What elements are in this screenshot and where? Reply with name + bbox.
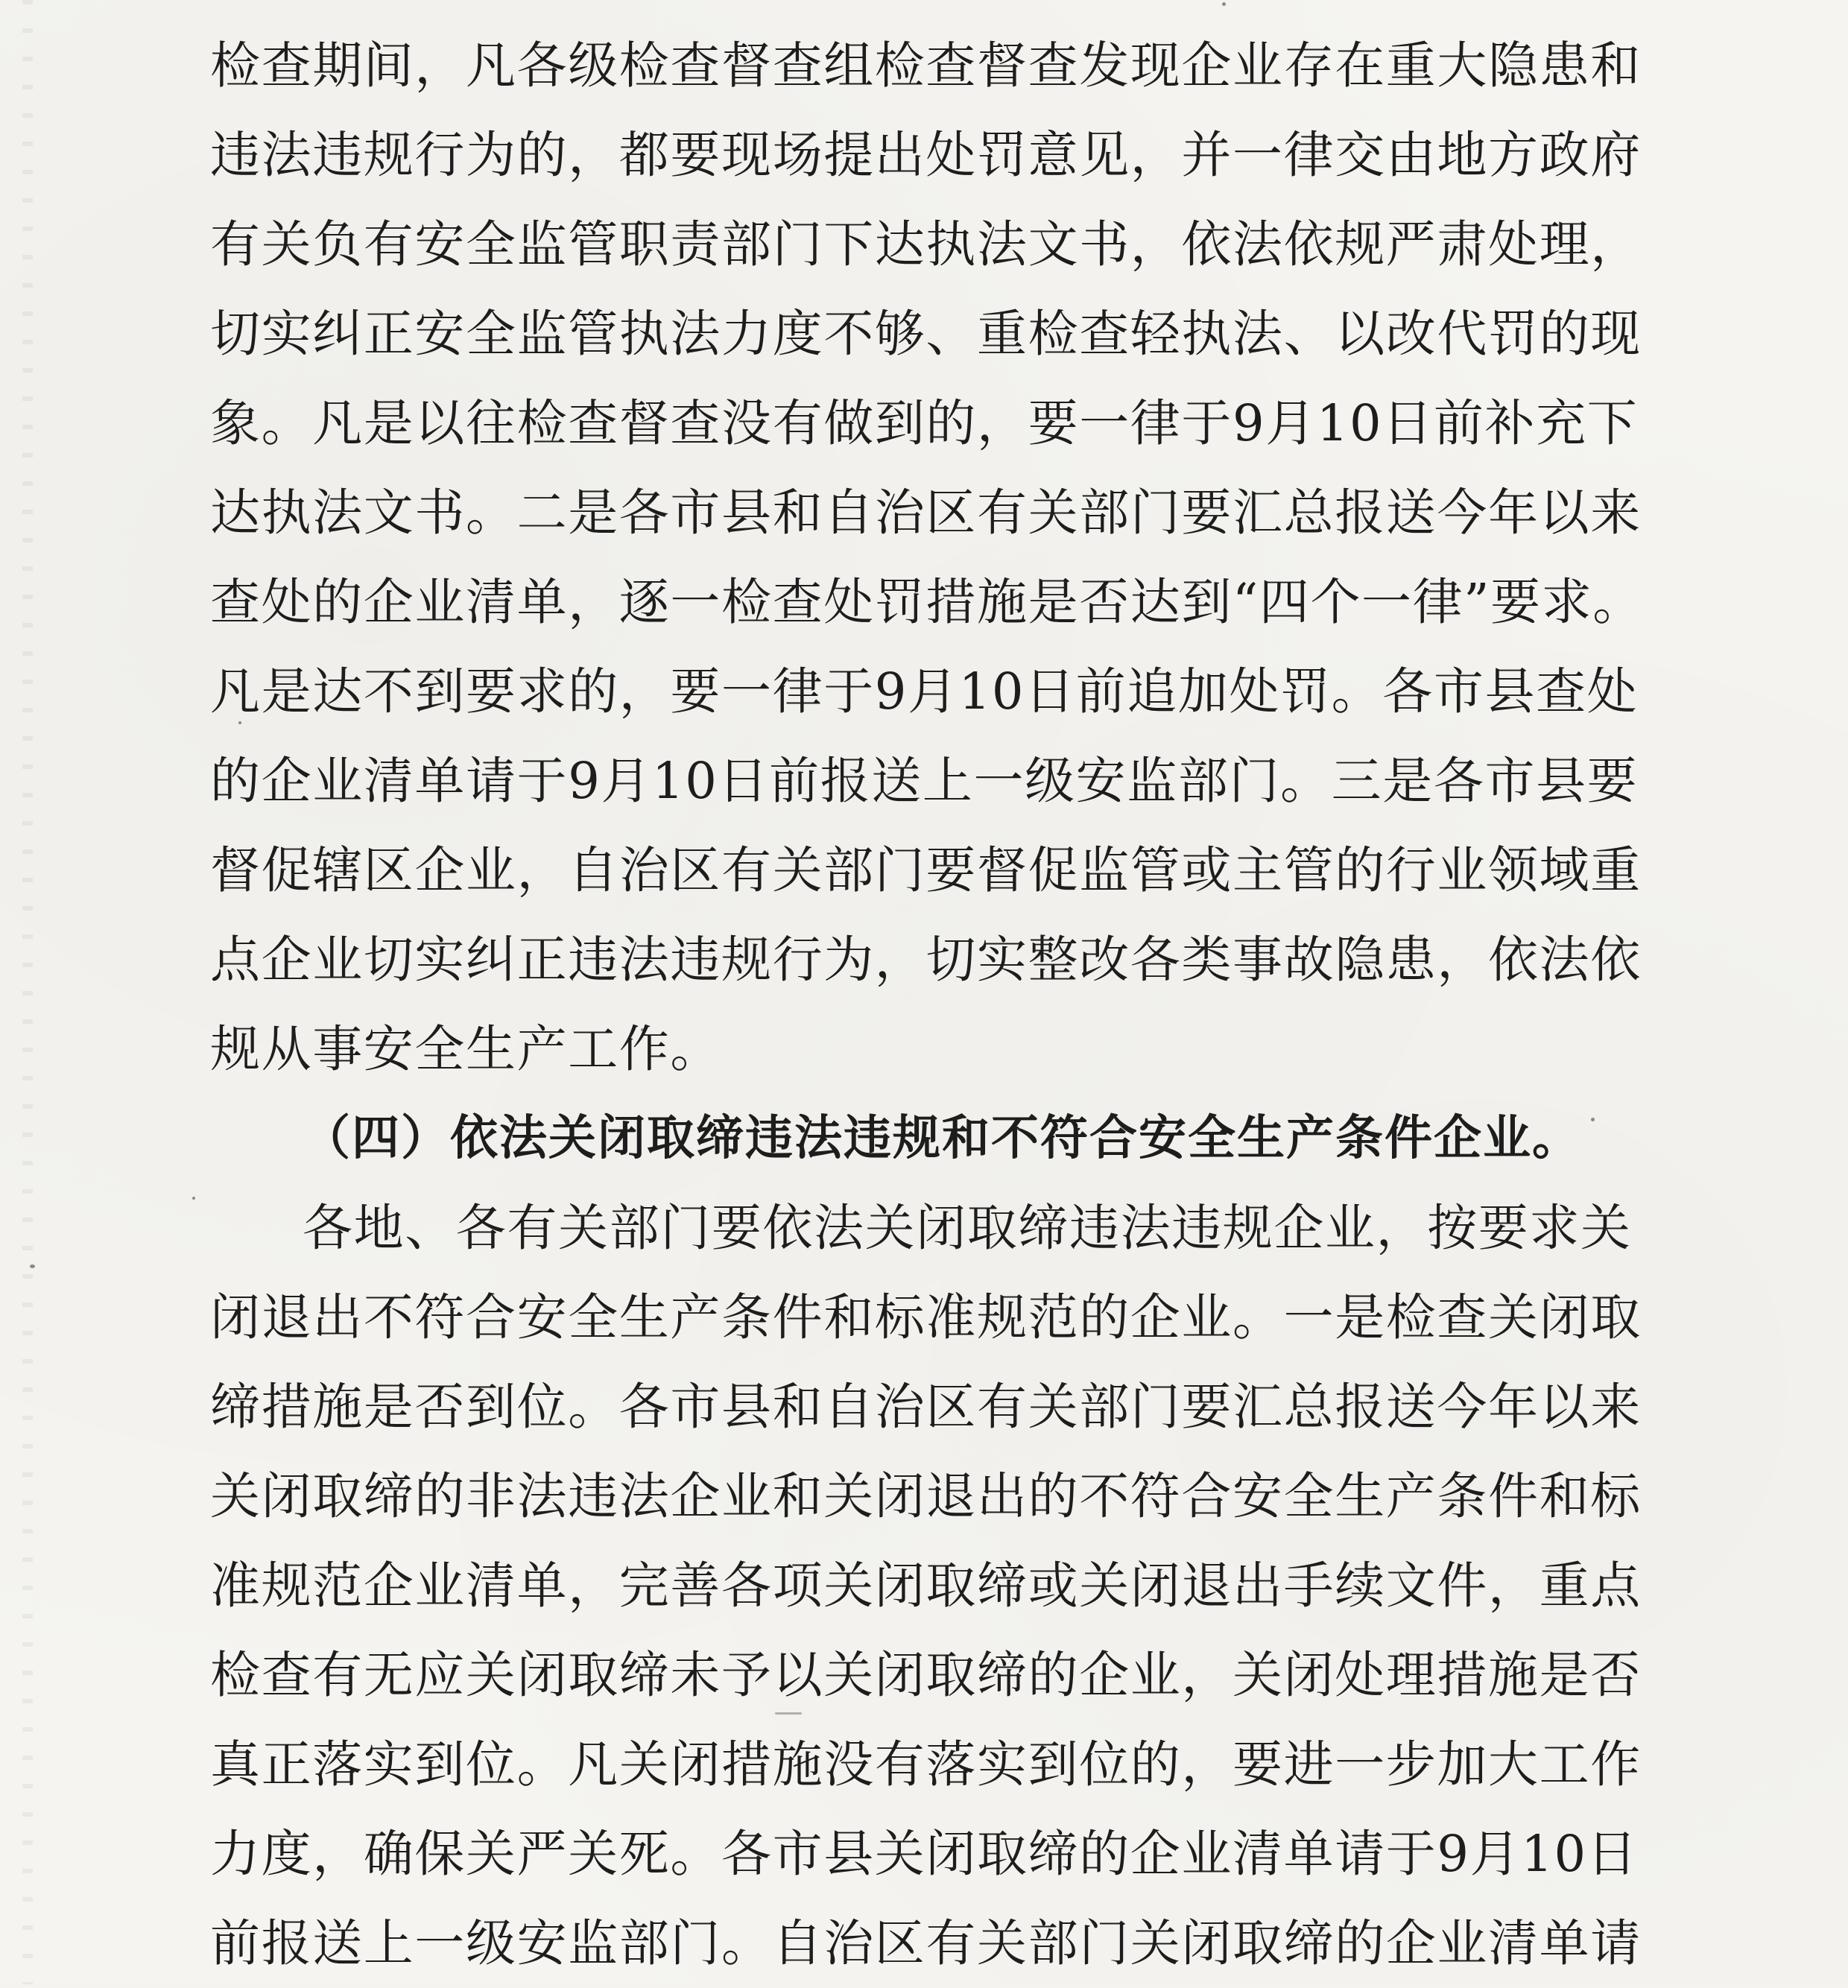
body-line: 缔措施是否到位。各市县和自治区有关部门要汇总报送今年以来 (210, 1378, 1642, 1436)
body-line: 的企业清单请于9月10日前报送上一级安监部门。三是各市县要 (210, 752, 1639, 810)
body-line: 准规范企业清单，完善各项关闭取缔或关闭退出手续文件，重点 (210, 1557, 1642, 1615)
body-line: 凡是达不到要求的，要一律于9月10日前追加处罚。各市县查处 (210, 662, 1639, 721)
document-body (210, 21, 1644, 1988)
body-line: 查处的企业清单，逐一检查处罚措施是否达到“四个一律”要求。 (210, 573, 1644, 631)
body-line: 象。凡是以往检查督查没有做到的，要一律于9月10日前补充下 (210, 394, 1639, 452)
body-line: 切实纠正安全监管执法力度不够、重检查轻执法、以改代罚的现 (210, 305, 1642, 363)
scan-speck (192, 1197, 195, 1200)
body-line: 各地、各有关部门要依法关闭取缔违法违规企业，按要求关 (303, 1199, 1632, 1257)
body-line: 有关负有安全监管职责部门下达执法文书，依法依规严肃处理， (210, 215, 1642, 273)
body-line: 督促辖区企业，自治区有关部门要督促监管或主管的行业领域重 (210, 841, 1642, 899)
body-line: 达执法文书。二是各市县和自治区有关部门要汇总报送今年以来 (210, 484, 1642, 542)
body-line: 检查期间，凡各级检查督查组检查督查发现企业存在重大隐患和 (210, 37, 1642, 95)
body-line: 检查有无应关闭取缔未予以关闭取缔的企业，关闭处理措施是否 (210, 1646, 1642, 1704)
body-line: 力度，确保关严关死。各市县关闭取缔的企业清单请于9月10日 (210, 1825, 1639, 1883)
scan-edge-marks (22, 0, 33, 1984)
body-line: 闭退出不符合安全生产条件和标准规范的企业。一是检查关闭取 (210, 1288, 1642, 1346)
body-line: 规从事安全生产工作。 (210, 1020, 721, 1078)
scan-speck (1222, 2, 1226, 6)
body-line: 违法违规行为的，都要现场提出处罚意见，并一律交由地方政府 (210, 126, 1642, 184)
scan-speck (30, 1264, 35, 1268)
body-line: 真正落实到位。凡关闭措施没有落实到位的，要进一步加大工作 (210, 1735, 1642, 1794)
body-line: 关闭取缔的非法违法企业和关闭退出的不符合安全生产条件和标 (210, 1467, 1642, 1525)
section-heading: （四）依法关闭取缔违法违规和不符合安全生产条件企业。 (303, 1111, 1581, 1166)
body-line: 前报送上一级安监部门。自治区有关部门关闭取缔的企业清单请 (210, 1914, 1642, 1972)
body-line: 点企业切实纠正违法违规行为，切实整改各类事故隐患，依法依 (210, 931, 1642, 989)
